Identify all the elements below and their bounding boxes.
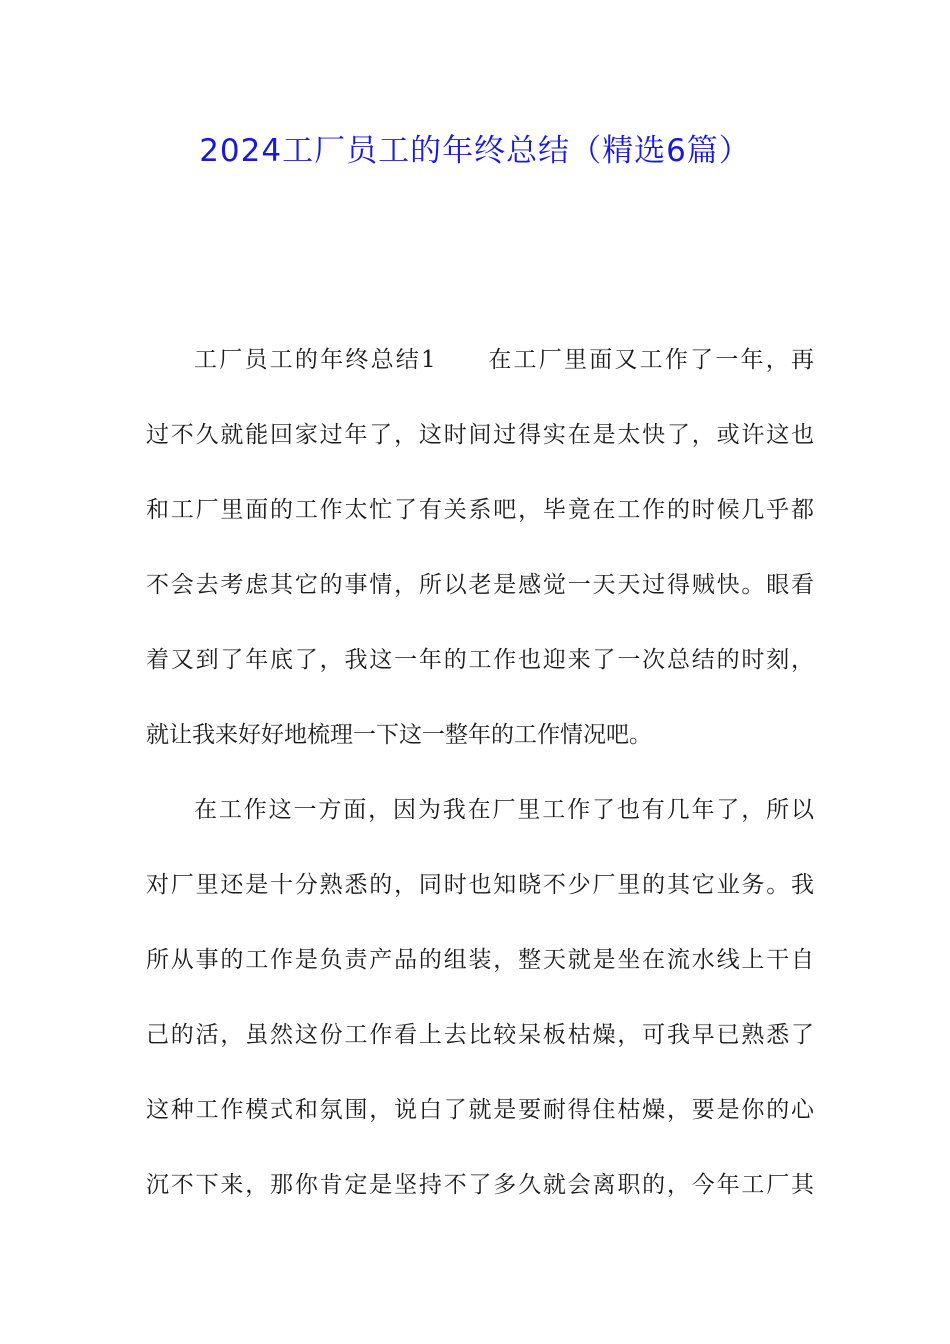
text-line: 在工作这一方面，因为我在厂里工作了也有几年了，所以 [194, 797, 814, 823]
text-line: 和工厂里面的工作太忙了有关系吧，毕竟在工作的时候几乎都 [146, 497, 814, 523]
text-line: 着又到了年底了，我这一年的工作也迎来了一次总结的时刻， [146, 647, 814, 673]
text-line: 这种工作模式和氛围，说白了就是要耐得住枯燥，要是你的心 [146, 1097, 814, 1123]
text-line: 己的活，虽然这份工作看上去比较呆板枯燥，可我早已熟悉了 [146, 1022, 814, 1048]
text-line: 所从事的工作是负责产品的组装，整天就是坐在流水线上干自 [146, 947, 814, 973]
text-line: 对厂里还是十分熟悉的，同时也知晓不少厂里的其它业务。我 [146, 872, 814, 898]
text-line: 就让我来好好地梳理一下这一整年的工作情况吧。 [146, 722, 652, 748]
document-title: 2024工厂员工的年终总结（精选6篇） [199, 133, 751, 169]
text-line: 不会去考虑其它的事情，所以老是感觉一天天过得贼快。眼看 [146, 572, 814, 598]
text-line: 工厂员工的年终总结1 在工厂里面又工作了一年，再 [194, 347, 814, 373]
document-body [146, 334, 814, 1234]
text-line: 沉不下来，那你肯定是坚持不了多久就会离职的，今年工厂其 [146, 1172, 814, 1198]
text-line: 过不久就能回家过年了，这时间过得实在是太快了，或许这也 [146, 422, 814, 448]
